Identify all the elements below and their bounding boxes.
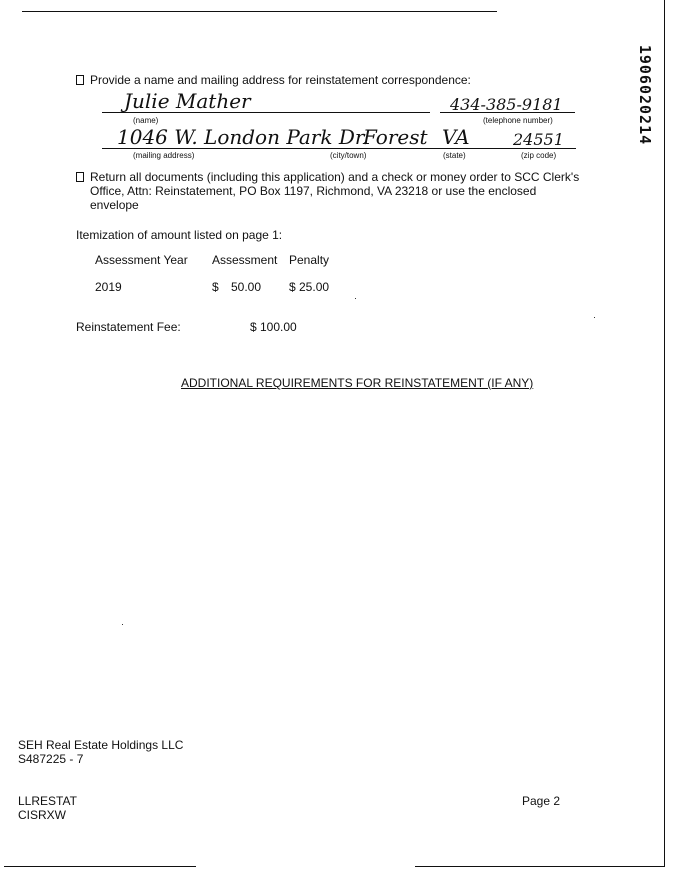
document-number-stamp xyxy=(630,30,660,160)
form-code: LLRESTAT xyxy=(18,794,77,808)
page-edge xyxy=(664,0,665,866)
correspondence-instruction: Provide a name and mailing address for reinstatement correspondence: xyxy=(90,73,471,87)
itemization-label: Itemization of amount listed on page 1: xyxy=(76,228,283,242)
zip-caption: (zip code) xyxy=(521,151,557,160)
return-instruction-line-3: envelope xyxy=(90,198,139,212)
header-assessment-year: Assessment Year xyxy=(95,253,188,267)
zip-value: 24551 xyxy=(513,130,564,149)
reinstatement-fee-label: Reinstatement Fee: xyxy=(76,320,181,334)
return-instruction-line-1: Return all documents (including this application) and a check or money order to SCC Clerk's xyxy=(90,170,580,184)
return-documents-checkbox[interactable] xyxy=(76,172,84,182)
row-assessment-currency: $ xyxy=(212,280,219,294)
header-assessment: Assessment xyxy=(212,253,278,267)
entity-name: SEH Real Estate Holdings LLC xyxy=(18,738,184,752)
name-value: Julie Mather xyxy=(124,89,251,113)
speck xyxy=(355,298,356,299)
speck xyxy=(594,317,595,318)
page-number: Page 2 xyxy=(522,794,561,808)
header-penalty: Penalty xyxy=(289,253,330,267)
address-caption: (mailing address) xyxy=(133,151,195,160)
reinstatement-fee-value: $ 100.00 xyxy=(250,320,297,334)
entity-id: S487225 - 7 xyxy=(18,752,84,766)
document-number: 1906020214 xyxy=(636,44,654,146)
phone-caption: (telephone number) xyxy=(483,116,553,125)
city-caption: (city/town) xyxy=(330,151,367,160)
additional-requirements-heading: ADDITIONAL REQUIREMENTS FOR REINSTATEMENT (IF ANY) xyxy=(181,376,534,390)
row-year: 2019 xyxy=(95,280,122,294)
bottom-rule-right xyxy=(415,866,665,867)
name-line xyxy=(102,112,430,113)
phone-line xyxy=(440,112,575,113)
return-instruction-line-2: Office, Attn: Reinstatement, PO Box 1197, Richmond, VA 23218 or use the enclosed xyxy=(90,184,537,198)
row-assessment: 50.00 xyxy=(231,280,262,294)
top-rule xyxy=(22,11,497,12)
state-caption: (state) xyxy=(443,151,466,160)
name-caption: (name) xyxy=(133,116,159,125)
bottom-rule-left xyxy=(4,866,196,867)
address-value: 1046 W. London Park Dr. xyxy=(117,125,369,149)
state-value: VA xyxy=(442,125,470,149)
address-line xyxy=(102,148,576,149)
correspondence-checkbox[interactable] xyxy=(76,75,84,85)
system-code: CISRXW xyxy=(18,808,66,822)
city-value: Forest xyxy=(363,125,428,149)
row-penalty: $ 25.00 xyxy=(289,280,330,294)
phone-value: 434-385-9181 xyxy=(450,95,563,114)
speck xyxy=(122,624,123,625)
